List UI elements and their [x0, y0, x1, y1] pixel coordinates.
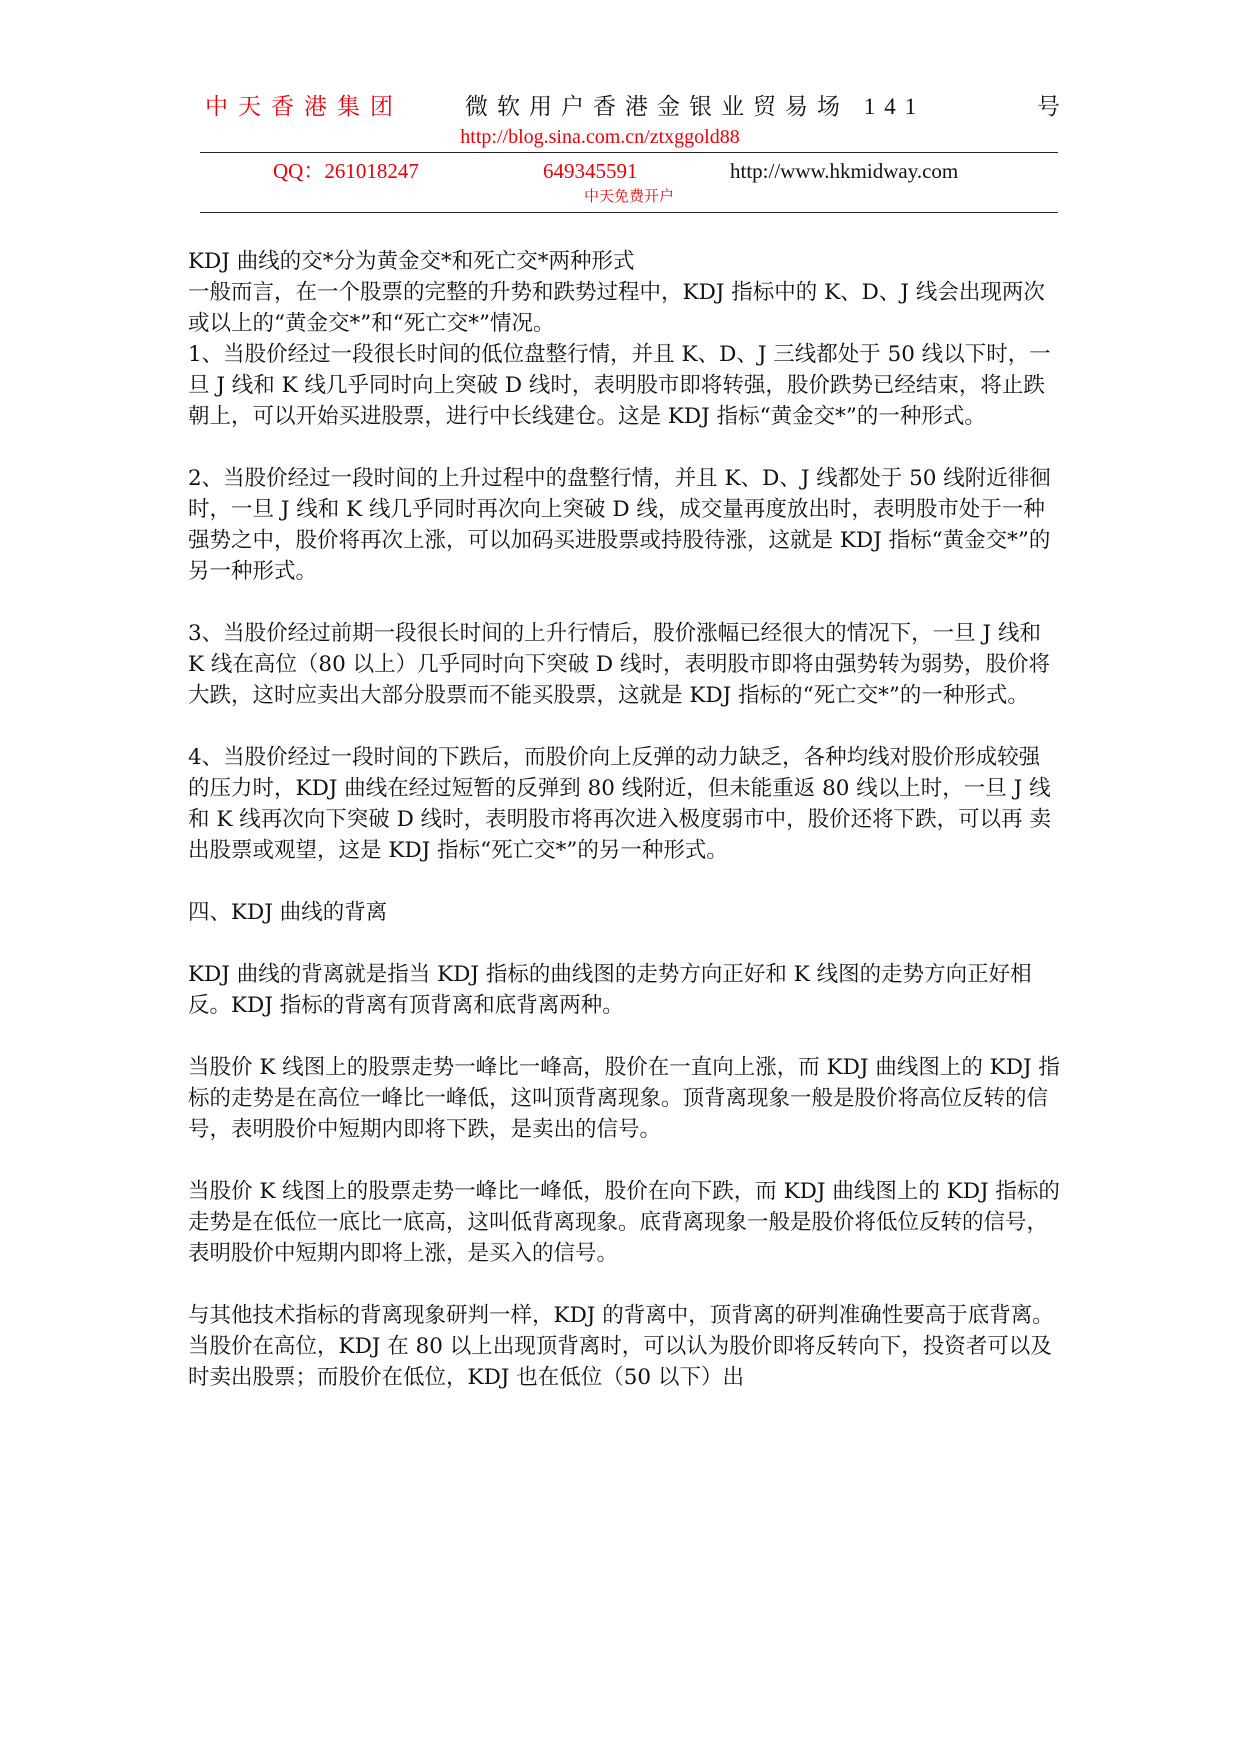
- paragraph-divergence-definition: KDJ 曲线的背离就是指当 KDJ 指标的曲线图的走势方向正好和 K 线图的走势方向正好相反。KDJ 指标的背离有顶背离和底背离两种。: [188, 962, 1032, 1018]
- header-divider-bottom: [200, 212, 1058, 213]
- company-name: 中天香港集团: [205, 94, 403, 119]
- paragraph-intro-title: KDJ 曲线的交*分为黄金交*和死亡交*两种形式: [188, 249, 635, 274]
- qq-number: QQ：261018247: [273, 159, 419, 183]
- document-body: [188, 246, 1060, 1393]
- blog-url-link[interactable]: http://blog.sina.com.cn/ztxggold88: [460, 126, 740, 148]
- paragraph-bottom-divergence: 当股价 K 线图上的股票走势一峰比一峰低，股价在向下跌，而 KDJ 曲线图上的 KDJ 指标的走势是在低位一底比一底高，这叫低背离现象。底背离现象一般是股价将低位反转的信号，表明股价中短期内即将上涨，是买入的信号。: [188, 1179, 1060, 1266]
- company-address: 微软用户香港金银业贸易场 141: [465, 94, 926, 119]
- paragraph-overview: 一般而言，在一个股票的完整的升势和跌势过程中，KDJ 指标中的 K、D、J 线会出现两次或以上的“黄金交*”和“死亡交*”情况。: [188, 280, 1045, 336]
- address-number-suffix: 号: [1037, 94, 1060, 119]
- paragraph-point-1: 1、当股价经过一段很长时间的低位盘整行情，并且 K、D、J 三线都处于 50 线以下时，一旦 J 线和 K 线几乎同时向上突破 D 线时，表明股市即将转强，股价跌势已经结束，将止跌朝上，可以开始买进股票，进行中长线建仓。这是 KDJ 指标“黄金交*”的一种形式。: [188, 342, 1051, 429]
- contact-row: [200, 157, 1058, 185]
- paragraph-top-divergence: 当股价 K 线图上的股票走势一峰比一峰高，股价在一直向上涨，而 KDJ 曲线图上的 KDJ 指标的走势是在高位一峰比一峰低，这叫顶背离现象。顶背离现象一般是股价将高位反转的信号，表明股价中短期内即将下跌，是卖出的信号。: [188, 1055, 1060, 1142]
- section-heading-divergence: 四、KDJ 曲线的背离: [188, 900, 388, 925]
- letterhead-title-row: [205, 90, 1060, 124]
- paragraph-divergence-accuracy: 与其他技术指标的背离现象研判一样，KDJ 的背离中，顶背离的研判准确性要高于底背离。当股价在高位，KDJ 在 80 以上出现顶背离时，可以认为股价即将反转向下，投资者可以及时卖出股票；而股价在低位，KDJ 也在低位（50 以下）出: [188, 1303, 1054, 1390]
- header-divider-top: [200, 152, 1058, 153]
- free-account-label: 中天免费开户: [583, 189, 674, 205]
- paragraph-point-4: 4、当股价经过一段时间的下跌后，而股价向上反弹的动力缺乏，各种均线对股价形成较强的压力时，KDJ 曲线在经过短暂的反弹到 80 线附近，但未能重返 80 线以上时，一旦 J 线和 K 线再次向下突破 D 线时，表明股市将再次进入极度弱市中，股价还将下跌，可以再 卖出股票或观望，这是 KDJ 指标“死亡交*”的另一种形式。: [188, 745, 1051, 863]
- website-link[interactable]: http://www.hkmidway.com: [730, 159, 959, 183]
- paragraph-point-3: 3、当股价经过前期一段很长时间的上升行情后，股价涨幅已经很大的情况下，一旦 J 线和 K 线在高位（80 以上）几乎同时向下突破 D 线时，表明股市即将由强势转为弱势，股价将大跌，这时应卖出大部分股票而不能买股票，这就是 KDJ 指标的“死亡交*”的一种形式。: [188, 621, 1050, 708]
- paragraph-point-2: 2、当股价经过一段时间的上升过程中的盘整行情，并且 K、D、J 线都处于 50 线附近徘徊时，一旦 J 线和 K 线几乎同时再次向上突破 D 线，成交量再度放出时，表明股市处于一种强势之中，股价将再次上涨，可以加码买进股票或持股待涨，这就是 KDJ 指标“黄金交*”的另一种形式。: [188, 466, 1051, 584]
- qq-number-secondary: 649345591: [543, 159, 638, 183]
